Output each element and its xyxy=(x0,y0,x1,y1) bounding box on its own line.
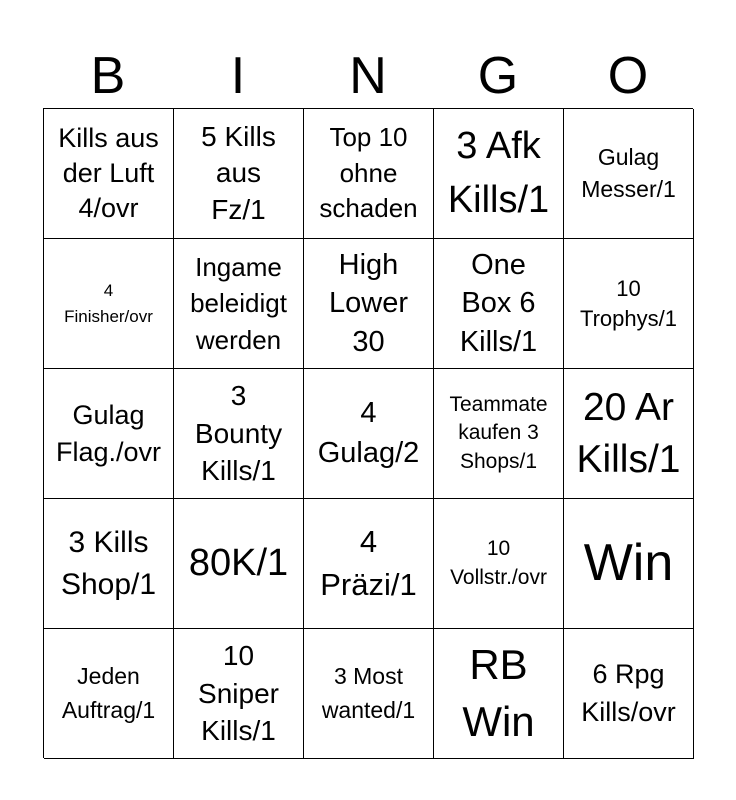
bingo-cell-r5-c1[interactable]: Jeden Auftrag/1 xyxy=(44,629,174,759)
bingo-cell-r4-c2[interactable]: 80K/1 xyxy=(174,499,304,629)
header-letter-o: O xyxy=(607,47,649,105)
header-letter-n: N xyxy=(349,47,387,105)
bingo-cell-r4-c3[interactable]: 4 Präzi/1 xyxy=(304,499,434,629)
bingo-cell-r5-c3[interactable]: 3 Most wanted/1 xyxy=(304,629,434,759)
bingo-header xyxy=(43,44,693,108)
bingo-cell-r5-c4[interactable]: RB Win xyxy=(434,629,564,759)
header-letter-b: B xyxy=(90,47,126,105)
bingo-cell-r2-c4[interactable]: One Box 6 Kills/1 xyxy=(434,239,564,369)
bingo-cell-r3-c4[interactable]: Teammate kaufen 3 Shops/1 xyxy=(434,369,564,499)
bingo-cell-r2-c3[interactable]: High Lower 30 xyxy=(304,239,434,369)
bingo-cell-r4-c1[interactable]: 3 Kills Shop/1 xyxy=(44,499,174,629)
bingo-cell-r2-c2[interactable]: Ingame beleidigt werden xyxy=(174,239,304,369)
bingo-cell-r5-c2[interactable]: 10 Sniper Kills/1 xyxy=(174,629,304,759)
bingo-cell-r1-c5[interactable]: Gulag Messer/1 xyxy=(564,109,694,239)
bingo-cell-r1-c1[interactable]: Kills aus der Luft 4/ovr xyxy=(44,109,174,239)
bingo-cell-r3-c2[interactable]: 3 Bounty Kills/1 xyxy=(174,369,304,499)
header-letter-i: I xyxy=(230,47,246,105)
bingo-cell-r4-c4[interactable]: 10 Vollstr./ovr xyxy=(434,499,564,629)
bingo-cell-r2-c5[interactable]: 10 Trophys/1 xyxy=(564,239,694,369)
bingo-cell-r3-c3[interactable]: 4 Gulag/2 xyxy=(304,369,434,499)
bingo-cell-r1-c4[interactable]: 3 Afk Kills/1 xyxy=(434,109,564,239)
bingo-cell-r4-c5[interactable]: Win xyxy=(564,499,694,629)
bingo-cell-r5-c5[interactable]: 6 Rpg Kills/ovr xyxy=(564,629,694,759)
bingo-board xyxy=(43,108,693,758)
bingo-cell-r1-c2[interactable]: 5 Kills aus Fz/1 xyxy=(174,109,304,239)
bingo-cell-r3-c1[interactable]: Gulag Flag./ovr xyxy=(44,369,174,499)
header-letter-g: G xyxy=(477,47,519,105)
bingo-cell-r1-c3[interactable]: Top 10 ohne schaden xyxy=(304,109,434,239)
bingo-cell-r2-c1[interactable]: 4 Finisher/ovr xyxy=(44,239,174,369)
bingo-cell-r3-c5[interactable]: 20 Ar Kills/1 xyxy=(564,369,694,499)
